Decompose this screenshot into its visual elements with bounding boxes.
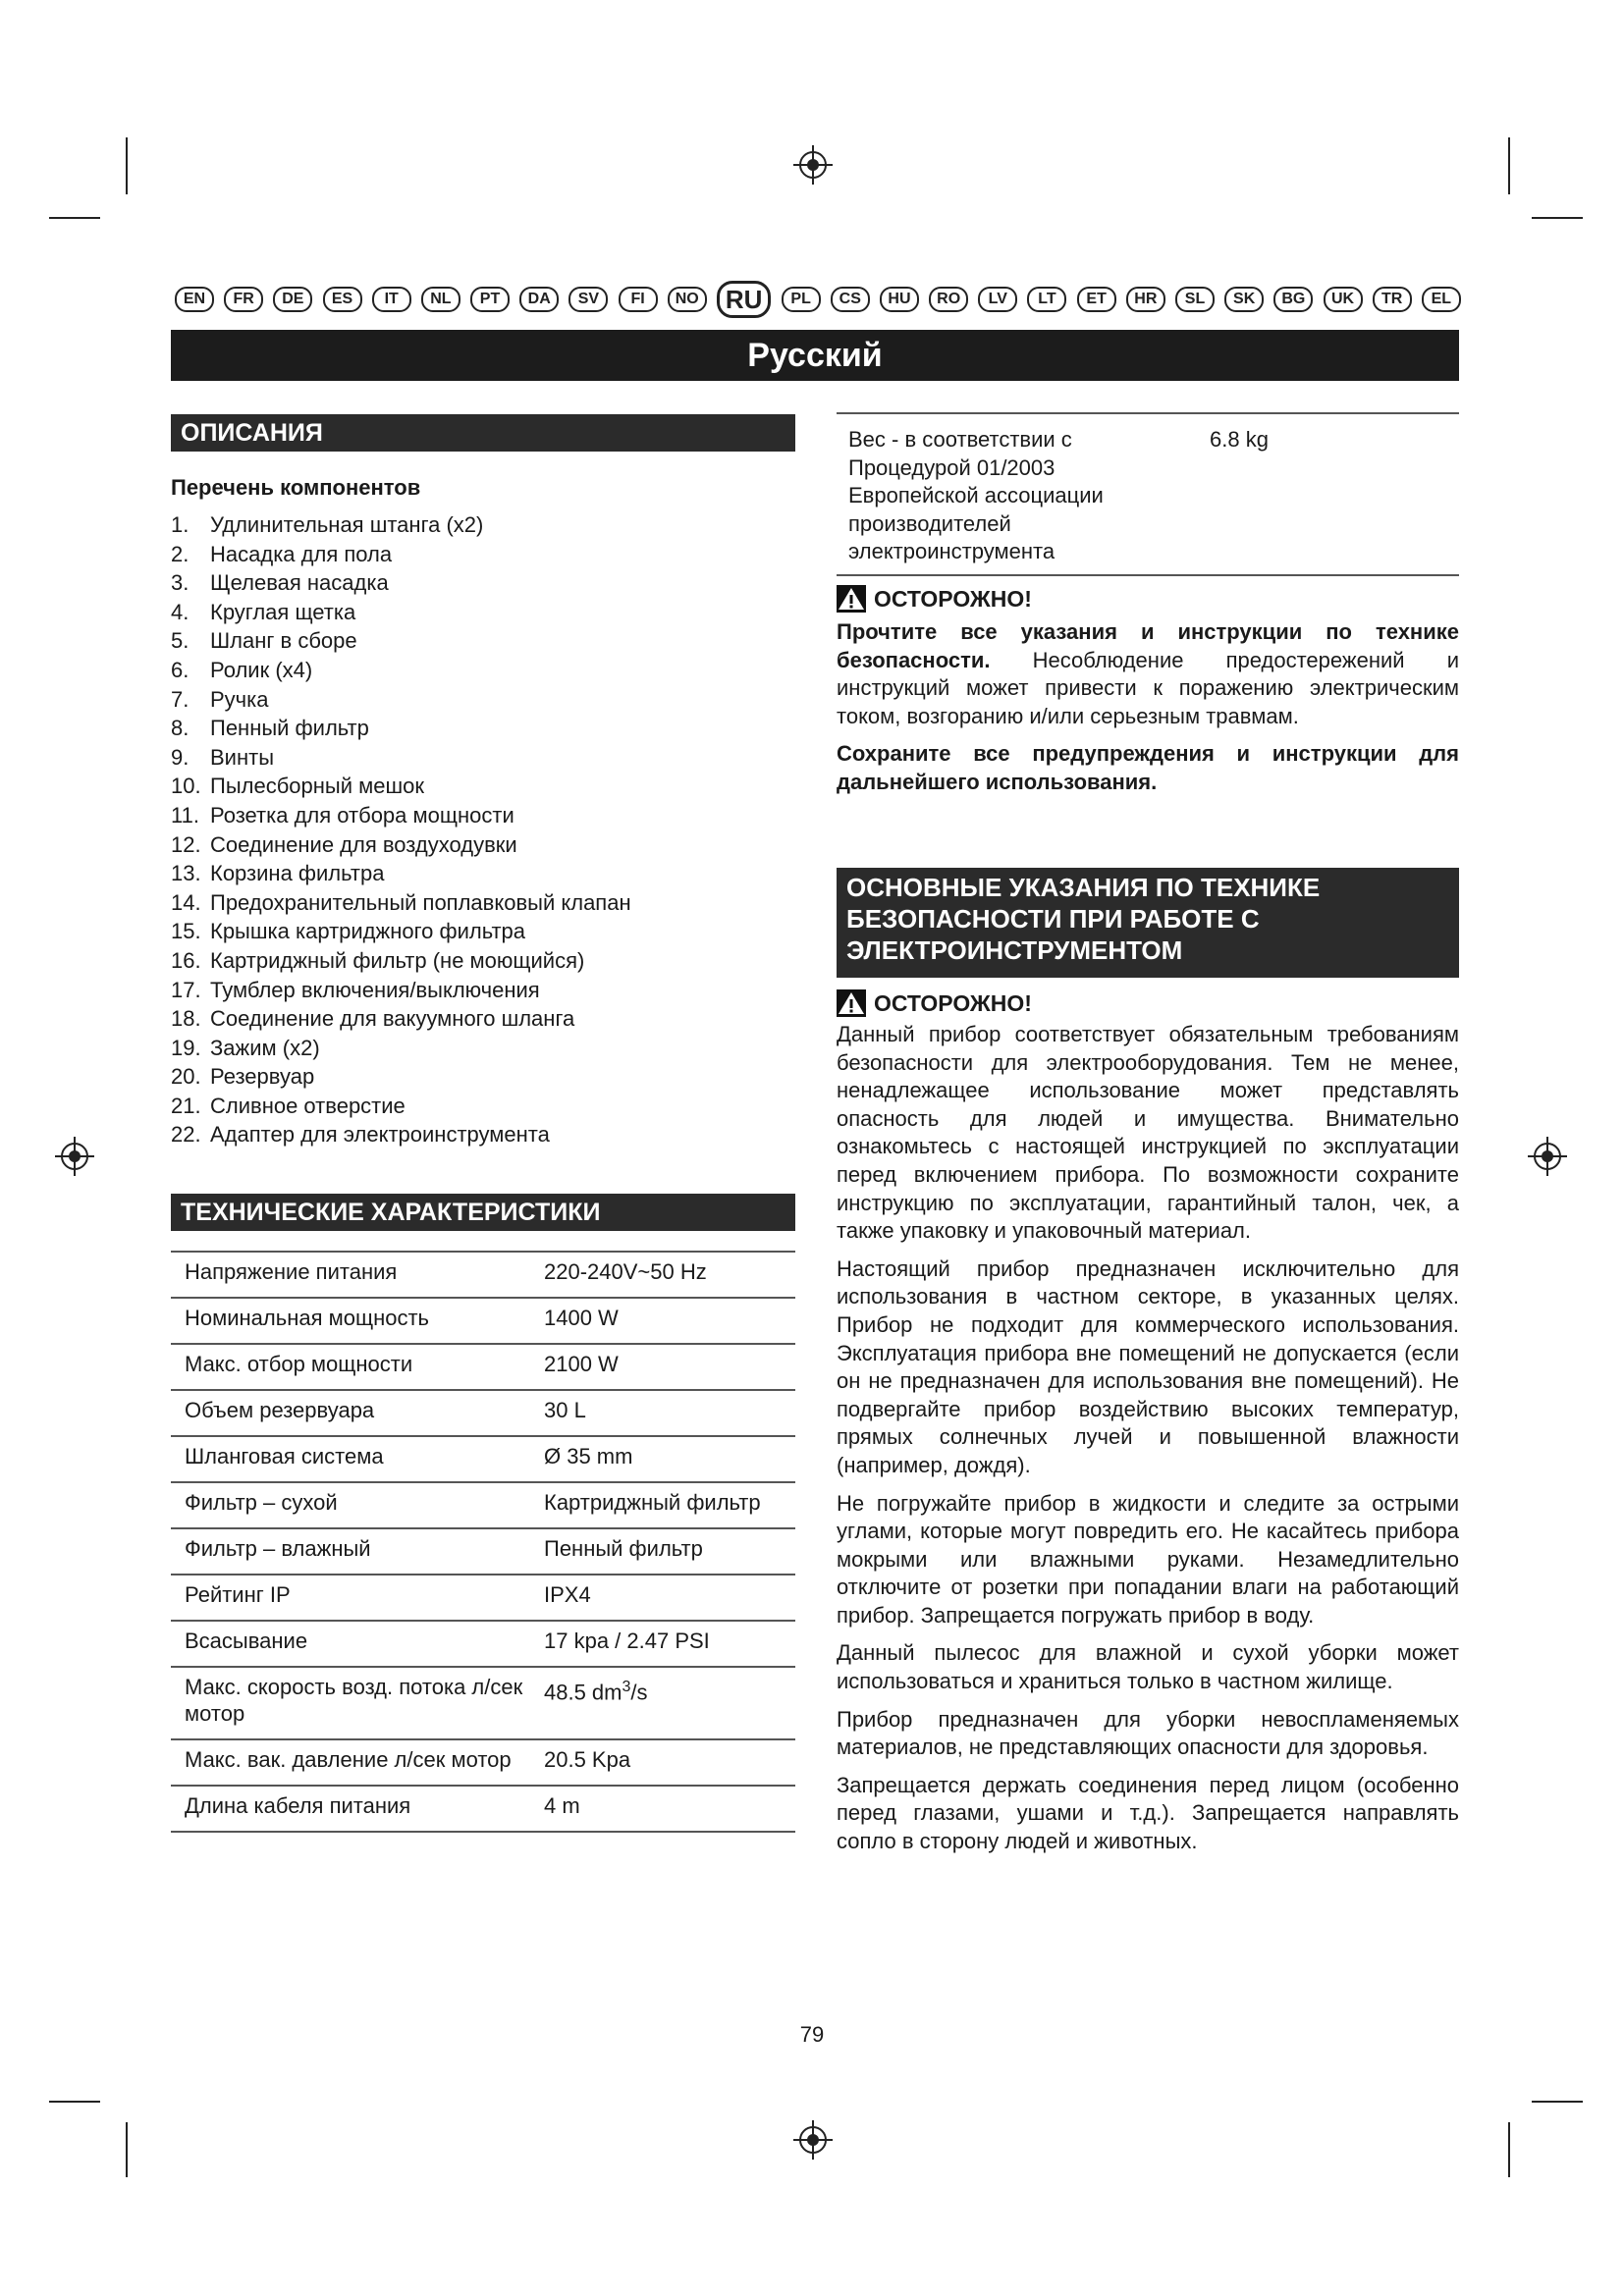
registration-mark-icon (793, 145, 833, 185)
spec-value: 20.5 Kpa (544, 1747, 631, 1772)
safety-paragraphs (837, 1021, 1459, 1856)
table-row (171, 1575, 795, 1621)
spec-label: Фильтр – влажный (185, 1536, 371, 1561)
registration-mark-icon (1528, 1137, 1567, 1176)
specs-block (171, 1251, 795, 1833)
language-badge-et: ET (1077, 287, 1116, 312)
safety-warning-title: ОСТОРОЖНО! (874, 989, 1032, 1016)
list-item-text: Розетка для отбора мощности (210, 802, 514, 828)
list-item-text: Соединение для воздуходувки (210, 831, 517, 857)
weight-row (837, 412, 1459, 576)
safety-paragraph: Не погружайте прибор в жидкости и следите за острыми углами, которые могут повредить его. Не касайтесь прибора мокрыми или влажными руками. Незамедлительно отключите от розетки при попадании влаги на работающий прибор. Запрещается погружать прибор в воду. (837, 1490, 1459, 1628)
list-item-number: 12. (171, 831, 201, 857)
list-item-number: 14. (171, 889, 201, 915)
language-badge-nl: NL (421, 287, 460, 312)
spec-label: Макс. отбор мощности (185, 1352, 413, 1376)
list-item (171, 656, 795, 685)
list-item (171, 1120, 795, 1149)
language-badge-en: EN (175, 287, 214, 312)
spec-label: Фильтр – сухой (185, 1490, 338, 1515)
list-item-text: Резервуар (210, 1064, 315, 1090)
language-badge-el: EL (1422, 287, 1461, 312)
list-item-text: Щелевая насадка (210, 570, 389, 596)
language-badge-pt: PT (470, 287, 510, 312)
spec-value: 17 kpa / 2.47 PSI (544, 1629, 710, 1653)
language-badge-ru: RU (717, 281, 772, 318)
language-badge-sk: SK (1224, 287, 1264, 312)
language-badge-no: NO (668, 287, 707, 312)
warning-lead: Прочтите все указания и инструкции по технике безопасности. (837, 619, 1459, 672)
list-item-number: 21. (171, 1093, 201, 1118)
list-item-text: Крышка картриджного фильтра (210, 919, 526, 944)
list-item (171, 976, 795, 1005)
safety-paragraph: Запрещается держать соединения перед лицом (особенно перед глазами, ушами и т.д.). Запрещается направлять сопло в сторону людей и животных. (837, 1772, 1459, 1854)
section-heading-descriptions: ОПИСАНИЯ (171, 414, 795, 452)
list-item-text: Тумблер включения/выключения (210, 977, 540, 1002)
list-item-text: Соединение для вакуумного шланга (210, 1006, 575, 1032)
spec-value: 220-240V~50 Hz (544, 1259, 707, 1284)
spec-value: 1400 W (544, 1306, 619, 1330)
list-item (171, 1092, 795, 1121)
section-heading-specs: ТЕХНИЧЕСКИЕ ХАРАКТЕРИСТИКИ (171, 1194, 795, 1231)
list-item-text: Винты (210, 744, 275, 770)
language-badge-de: DE (273, 287, 312, 312)
warning-paragraph (837, 618, 1459, 730)
table-row (171, 1667, 795, 1739)
list-item-number: 13. (171, 861, 201, 886)
table-row (171, 1252, 795, 1298)
list-item (171, 510, 795, 540)
list-item-number: 11. (171, 802, 199, 828)
crop-mark (126, 137, 128, 194)
language-badge-hu: HU (880, 287, 919, 312)
list-item-text: Круглая щетка (210, 599, 356, 624)
weight-value: 6.8 kg (1210, 427, 1269, 452)
list-item (171, 1062, 795, 1092)
list-item-text: Шланг в сборе (210, 628, 357, 654)
language-badge-tr: TR (1373, 287, 1412, 312)
spec-label: Напряжение питания (185, 1259, 398, 1284)
list-item (171, 888, 795, 918)
list-item-text: Пылесборный мешок (210, 774, 425, 799)
spec-value: IPX4 (544, 1582, 591, 1607)
list-item-number: 19. (171, 1035, 201, 1060)
spec-value-main: 48.5 dm (544, 1680, 623, 1705)
warning-keep-paragraph: Сохраните все предупреждения и инструкции для дальнейшего использования. (837, 741, 1459, 794)
spec-value-unit: /s (630, 1680, 648, 1705)
list-item-number: 7. (171, 686, 189, 712)
table-row (171, 1344, 795, 1390)
components-list (171, 510, 795, 1149)
table-row (171, 1298, 795, 1344)
list-item (171, 568, 795, 598)
table-row (171, 1436, 795, 1482)
list-item-number: 6. (171, 657, 189, 682)
table-row (171, 1621, 795, 1667)
list-item (171, 598, 795, 627)
safety-heading-line-1: ОСНОВНЫЕ УКАЗАНИЯ ПО ТЕХНИКЕ (846, 873, 1321, 902)
spec-value: Ø 35 mm (544, 1444, 633, 1468)
language-badge-sl: SL (1175, 287, 1215, 312)
crop-mark (1532, 217, 1583, 219)
list-item (171, 946, 795, 976)
language-badge-pl: PL (782, 287, 821, 312)
list-item-text: Удлинительная штанга (x2) (210, 512, 484, 537)
warning-heading (837, 585, 1459, 613)
list-item-number: 3. (171, 570, 189, 596)
components-block (171, 475, 795, 1149)
list-item-text: Насадка для пола (210, 541, 393, 566)
spec-label: Шланговая система (185, 1444, 384, 1468)
table-row (171, 1528, 795, 1575)
list-item-number: 16. (171, 947, 201, 973)
language-selector (175, 281, 1461, 318)
warning-text: Несоблюдение предостережений и инструкций может привести к поражению электрическим током, возгоранию и/или серьезным травмам. (837, 647, 1459, 728)
page-title: Русский (171, 330, 1459, 381)
list-item-number: 18. (171, 1006, 201, 1032)
list-item-number: 8. (171, 716, 189, 741)
spec-label: Макс. скорость возд. потока л/сек мотор (185, 1675, 523, 1726)
list-item-number: 5. (171, 628, 189, 654)
crop-mark (49, 217, 100, 219)
spec-value (534, 1667, 795, 1739)
spec-value: 4 m (544, 1793, 580, 1818)
language-badge-sv: SV (568, 287, 608, 312)
crop-mark (1508, 2122, 1510, 2177)
list-item-text: Ролик (x4) (210, 657, 313, 682)
list-item-number: 4. (171, 599, 189, 624)
list-item-number: 9. (171, 744, 189, 770)
list-item (171, 1034, 795, 1063)
list-item-number: 15. (171, 919, 201, 944)
list-item (171, 540, 795, 569)
spec-value: 2100 W (544, 1352, 619, 1376)
safety-paragraph: Прибор предназначен для уборки невоспламеняемых материалов, не представляющих опасности для здоровья. (837, 1706, 1459, 1760)
spec-value: 30 L (544, 1398, 586, 1422)
list-item-text: Корзина фильтра (210, 861, 385, 886)
warning-icon (837, 989, 866, 1017)
registration-mark-icon (793, 2120, 833, 2160)
safety-heading-line-3: ЭЛЕКТРОИНСТРУМЕНТОМ (846, 935, 1183, 965)
page-number: 79 (799, 2022, 825, 2047)
crop-mark (49, 2101, 100, 2103)
language-badge-bg: BG (1273, 287, 1313, 312)
list-item-number: 1. (171, 512, 189, 537)
language-badge-fr: FR (224, 287, 263, 312)
list-item (171, 685, 795, 715)
list-item (171, 1004, 795, 1034)
section-heading-safety (837, 868, 1459, 978)
safety-paragraph: Данный прибор соответствует обязательным требованиям безопасности для электрооборудования. Тем не менее, ненадлежащее использование может представлять опасность для людей и имущества. Внимательно ознакомьтесь с настоящей инструкцией по эксплуатации перед включением прибора. По возможности сохраните инструкцию по эксплуатации, гарантийный талон, чек, а также упаковку и упаковочный материал. (837, 1022, 1459, 1244)
list-item (171, 714, 795, 743)
language-badge-lt: LT (1027, 287, 1066, 312)
list-item (171, 859, 795, 888)
safety-heading-line-2: БЕЗОПАСНОСТИ ПРИ РАБОТЕ С (846, 904, 1260, 934)
language-badge-da: DA (519, 287, 559, 312)
language-badge-es: ES (323, 287, 362, 312)
table-row (171, 1482, 795, 1528)
components-subheading: Перечень компонентов (171, 475, 421, 500)
safety-paragraph: Настоящий прибор предназначен исключительно для использования в частном секторе, в указанных целях. Прибор не подходит для коммерческого использования. Эксплуатация прибора вне помещений не допускается (если он не предназначен для использования вне помещений). Не подвергайте прибор воздействию высоких температур, прямых солнечных лучей и повышенной влажности (например, дождя). (837, 1255, 1459, 1477)
crop-mark (1508, 137, 1510, 194)
spec-value: Картриджный фильтр (544, 1490, 761, 1515)
table-row (171, 1786, 795, 1832)
safety-warning-heading (837, 989, 1459, 1017)
spec-value-exponent: 3 (622, 1679, 631, 1695)
spec-label: Объем резервуара (185, 1398, 375, 1422)
crop-mark (1532, 2101, 1583, 2103)
spec-label: Всасывание (185, 1629, 308, 1653)
list-item-text: Картриджный фильтр (не моющийся) (210, 947, 585, 973)
specs-table (171, 1251, 795, 1833)
spec-label: Рейтинг IP (185, 1582, 291, 1607)
list-item (171, 830, 795, 860)
list-item-text: Адаптер для электроинструмента (210, 1122, 550, 1148)
list-item-number: 22. (171, 1122, 201, 1148)
language-badge-cs: CS (831, 287, 870, 312)
language-badge-lv: LV (978, 287, 1017, 312)
list-item (171, 626, 795, 656)
crop-mark (126, 2122, 128, 2177)
list-item-text: Предохранительный поплавковый клапан (210, 889, 631, 915)
list-item-number: 17. (171, 977, 201, 1002)
list-item (171, 917, 795, 946)
language-badge-uk: UK (1324, 287, 1363, 312)
list-item-text: Пенный фильтр (210, 716, 369, 741)
spec-label: Длина кабеля питания (185, 1793, 411, 1818)
list-item-number: 2. (171, 541, 189, 566)
list-item (171, 772, 795, 801)
weight-label: Вес - в соответствии с Процедурой 01/2003 Европейской ассоциации производителей электроинструмента (848, 427, 1104, 563)
spec-label: Номинальная мощность (185, 1306, 430, 1330)
list-item-number: 10. (171, 774, 201, 799)
list-item (171, 743, 795, 773)
list-item (171, 801, 795, 830)
spec-value: Пенный фильтр (544, 1536, 703, 1561)
safety-paragraph: Данный пылесос для влажной и сухой уборки может использоваться и храниться только в частном жилище. (837, 1640, 1459, 1694)
warning-title: ОСТОРОЖНО! (874, 585, 1032, 612)
language-badge-hr: HR (1126, 287, 1165, 312)
table-row (171, 1390, 795, 1436)
language-badge-fi: FI (619, 287, 658, 312)
table-row (171, 1739, 795, 1786)
list-item-text: Сливное отверстие (210, 1093, 406, 1118)
language-badge-ro: RO (929, 287, 968, 312)
spec-label: Макс. вак. давление л/сек мотор (185, 1747, 512, 1772)
registration-mark-icon (55, 1137, 94, 1176)
list-item-text: Зажим (x2) (210, 1035, 320, 1060)
list-item-text: Ручка (210, 686, 269, 712)
warning-block (837, 585, 1459, 807)
safety-block (837, 989, 1459, 1866)
warning-icon (837, 585, 866, 613)
list-item-number: 20. (171, 1064, 201, 1090)
language-badge-it: IT (372, 287, 411, 312)
